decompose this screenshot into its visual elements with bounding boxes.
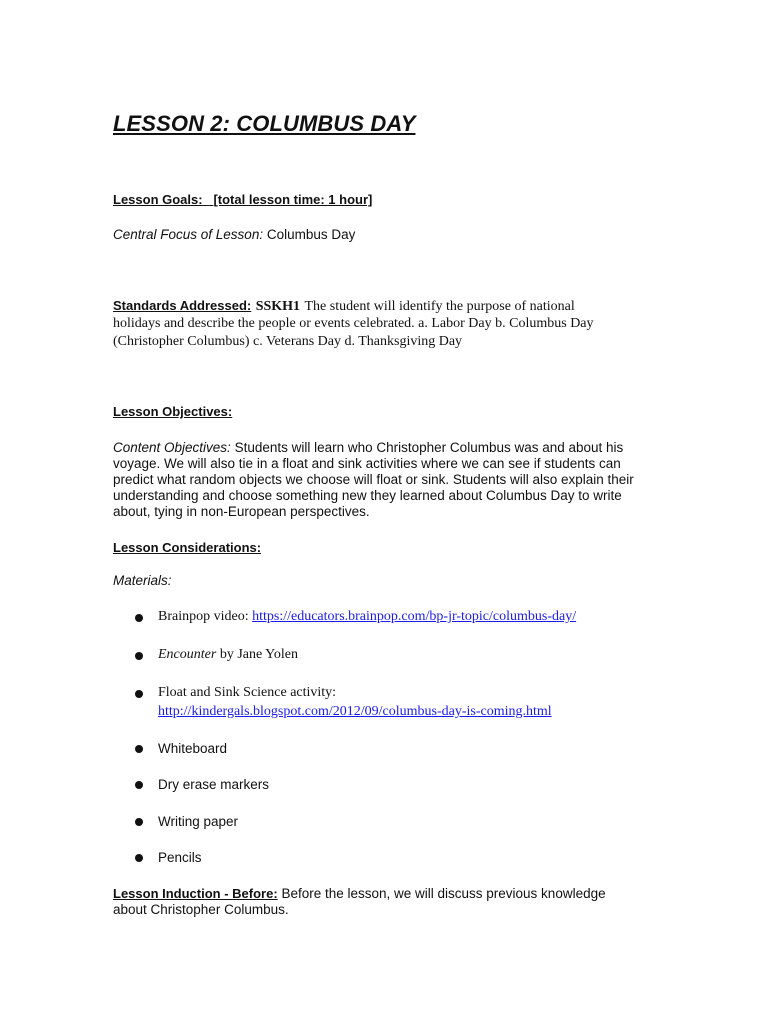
bullet-icon <box>135 690 143 698</box>
lesson-goals-heading <box>113 192 372 207</box>
objectives-text-3: predict what random objects we choose will float or sink. Students will also explain their <box>113 472 634 487</box>
objectives-heading: Lesson Objectives: <box>113 404 233 419</box>
list-item-paper: Writing paper <box>158 814 239 829</box>
bullet-icon <box>135 854 143 862</box>
induction-line-1 <box>113 886 606 902</box>
list-item-encounter <box>158 646 298 664</box>
central-focus <box>113 227 355 243</box>
bullet-icon <box>135 745 143 753</box>
standards-text-1: The student will identify the purpose of national <box>304 299 575 314</box>
objectives-text-2: voyage. We will also tie in a float and sink activities where we can see if students can <box>113 456 621 471</box>
objectives-text-4: understanding and choose something new they learned about Columbus Day to write <box>113 488 622 503</box>
bullet-icon <box>135 781 143 789</box>
encounter-author: by Jane Yolen <box>219 647 298 662</box>
induction-text-2: about Christopher Columbus. <box>113 902 289 917</box>
objectives-text-5: about, tying in non-European perspectives. <box>113 504 370 519</box>
central-focus-value: Columbus Day <box>266 227 356 242</box>
materials-label: Materials: <box>113 573 172 588</box>
objectives-text-1: Students will learn who Christopher Columbus was and about his <box>234 440 624 455</box>
standards-text-2: holidays and describe the people or events celebrated. a. Labor Day b. Columbus Day <box>113 316 594 331</box>
float-sink-label: Float and Sink Science activity: <box>158 685 337 700</box>
induction-text-1: Before the lesson, we will discuss previous knowledge <box>281 886 606 901</box>
bullet-icon <box>135 652 143 660</box>
list-item-brainpop <box>158 608 576 626</box>
lesson-goals-label: Lesson Goals: <box>113 192 203 207</box>
lesson-time: [total lesson time: 1 hour] <box>213 192 373 207</box>
standards-label: Standards Addressed: <box>113 298 252 313</box>
central-focus-label: Central Focus of Lesson: <box>113 227 264 242</box>
standards-line-1 <box>113 297 575 315</box>
standards-text-3: (Christopher Columbus) c. Veterans Day d. Thanksgiving Day <box>113 334 463 349</box>
objectives-line-1 <box>113 440 623 456</box>
list-item-float-sink <box>158 703 552 721</box>
induction-label: Lesson Induction - Before: <box>113 886 278 901</box>
list-item-whiteboard: Whiteboard <box>158 741 228 756</box>
brainpop-link[interactable]: https://educators.brainpop.com/bp-jr-topic/columbus-day/ <box>252 609 577 624</box>
content-objectives-label: Content Objectives: <box>113 440 231 455</box>
considerations-heading: Lesson Considerations: <box>113 540 262 555</box>
bullet-icon <box>135 818 143 826</box>
list-item-pencils: Pencils <box>158 850 202 865</box>
list-item-markers: Dry erase markers <box>158 777 270 792</box>
bullet-icon <box>135 614 143 622</box>
page-title: LESSON 2: COLUMBUS DAY <box>113 111 416 136</box>
brainpop-label: Brainpop video: <box>158 609 249 624</box>
encounter-title: Encounter <box>158 647 217 662</box>
float-sink-link[interactable]: http://kindergals.blogspot.com/2012/09/columbus-day-is-coming.html <box>158 704 552 719</box>
standards-code: SSKH1 <box>255 299 301 314</box>
